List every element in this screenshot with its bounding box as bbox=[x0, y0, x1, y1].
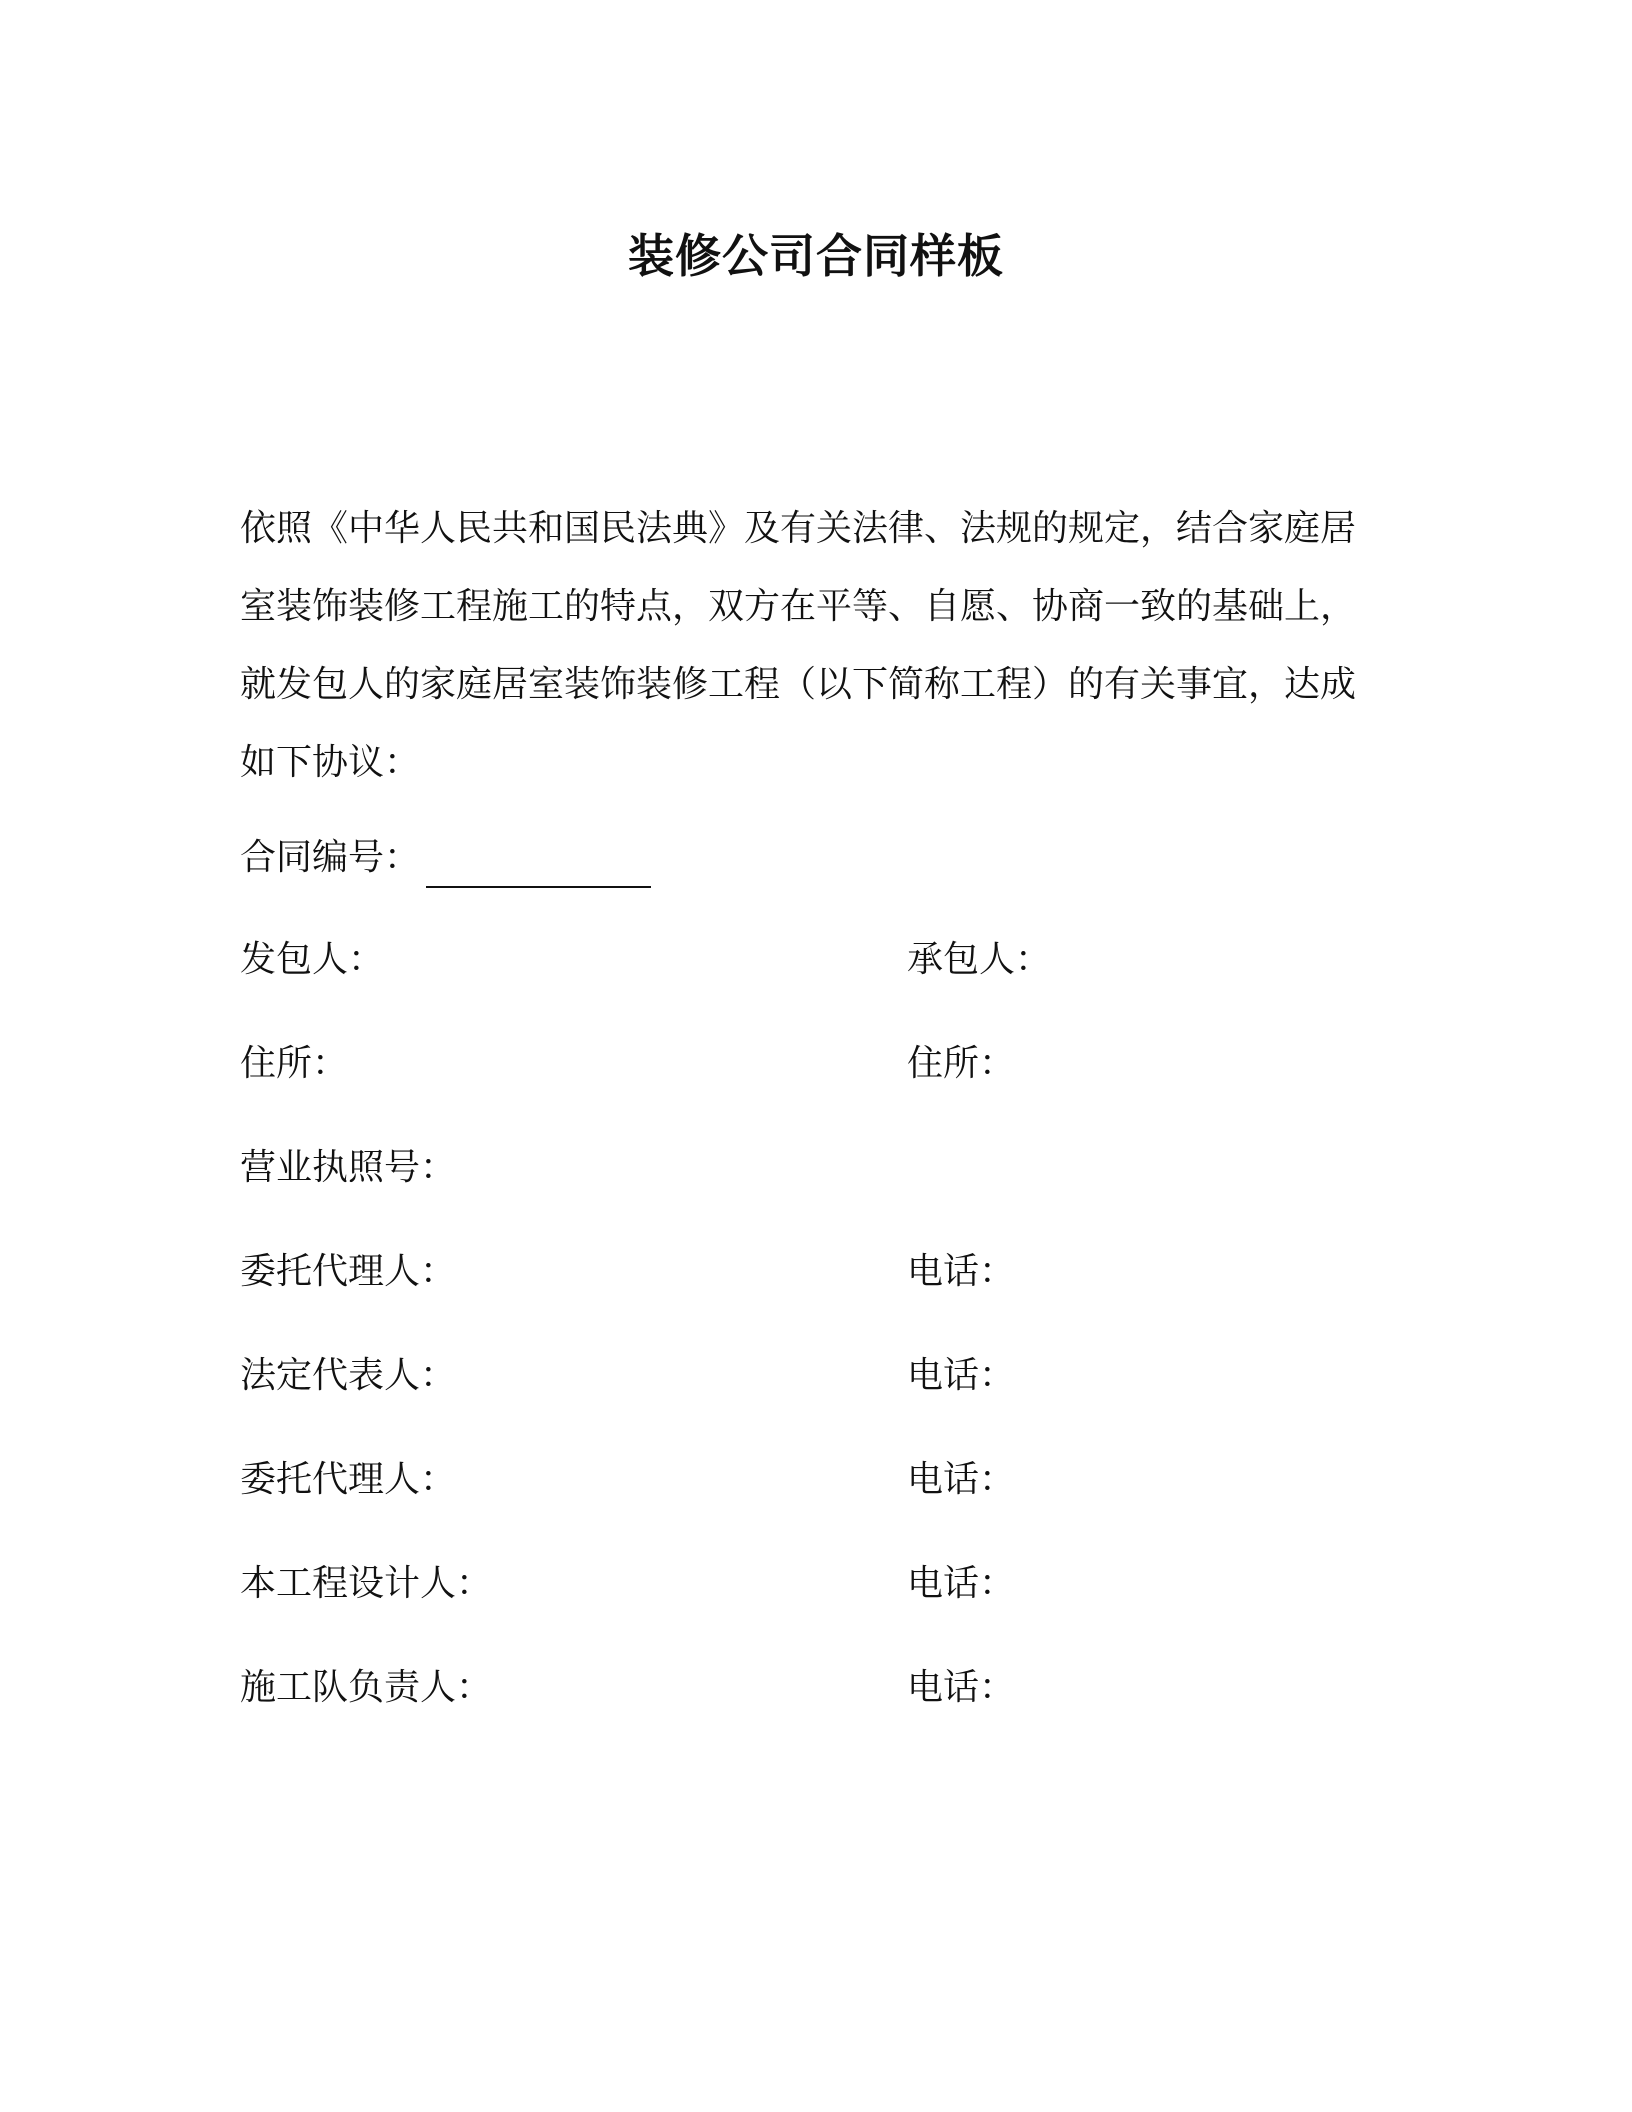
construction-team-leader-label: 施工队负责人： bbox=[240, 1667, 493, 1708]
party-row-agent-2 bbox=[240, 1450, 1380, 1510]
contractor-label: 承包人： bbox=[907, 939, 1052, 980]
contract-number-blank bbox=[426, 842, 651, 888]
contractor-address-label: 住所： bbox=[907, 1043, 1016, 1084]
party-row-address bbox=[240, 1034, 1380, 1094]
phone-label: 电话： bbox=[907, 1563, 1016, 1604]
contract-number-label: 合同编号： bbox=[240, 837, 421, 878]
legal-representative-label: 法定代表人： bbox=[240, 1355, 457, 1396]
phone-label: 电话： bbox=[907, 1355, 1016, 1396]
party-row-designer bbox=[240, 1554, 1380, 1614]
contract-number-line bbox=[240, 828, 651, 888]
party-row-license bbox=[240, 1138, 1380, 1198]
entrusted-agent-label: 委托代理人： bbox=[240, 1251, 457, 1292]
party-row-employer-contractor bbox=[240, 930, 1380, 990]
intro-paragraph: 依照《中华人民共和国民法典》及有关法律、法规的规定，结合家庭居室装饰装修工程施工的特点，双方在平等、自愿、协商一致的基础上，就发包人的家庭居室装饰装修工程（以下简称工程）的有关事宜，达成如下协议： bbox=[240, 508, 1357, 783]
party-row-team-leader bbox=[240, 1658, 1380, 1718]
employer-address-label: 住所： bbox=[240, 1043, 349, 1084]
phone-label: 电话： bbox=[907, 1459, 1016, 1500]
business-license-label: 营业执照号： bbox=[240, 1147, 457, 1188]
party-row-legal-rep bbox=[240, 1346, 1380, 1406]
document-title: 装修公司合同样板 bbox=[628, 229, 1004, 283]
entrusted-agent-label: 委托代理人： bbox=[240, 1459, 457, 1500]
employer-label: 发包人： bbox=[240, 939, 385, 980]
phone-label: 电话： bbox=[907, 1667, 1016, 1708]
party-row-agent-1 bbox=[240, 1242, 1380, 1302]
project-designer-label: 本工程设计人： bbox=[240, 1563, 493, 1604]
phone-label: 电话： bbox=[907, 1251, 1016, 1292]
